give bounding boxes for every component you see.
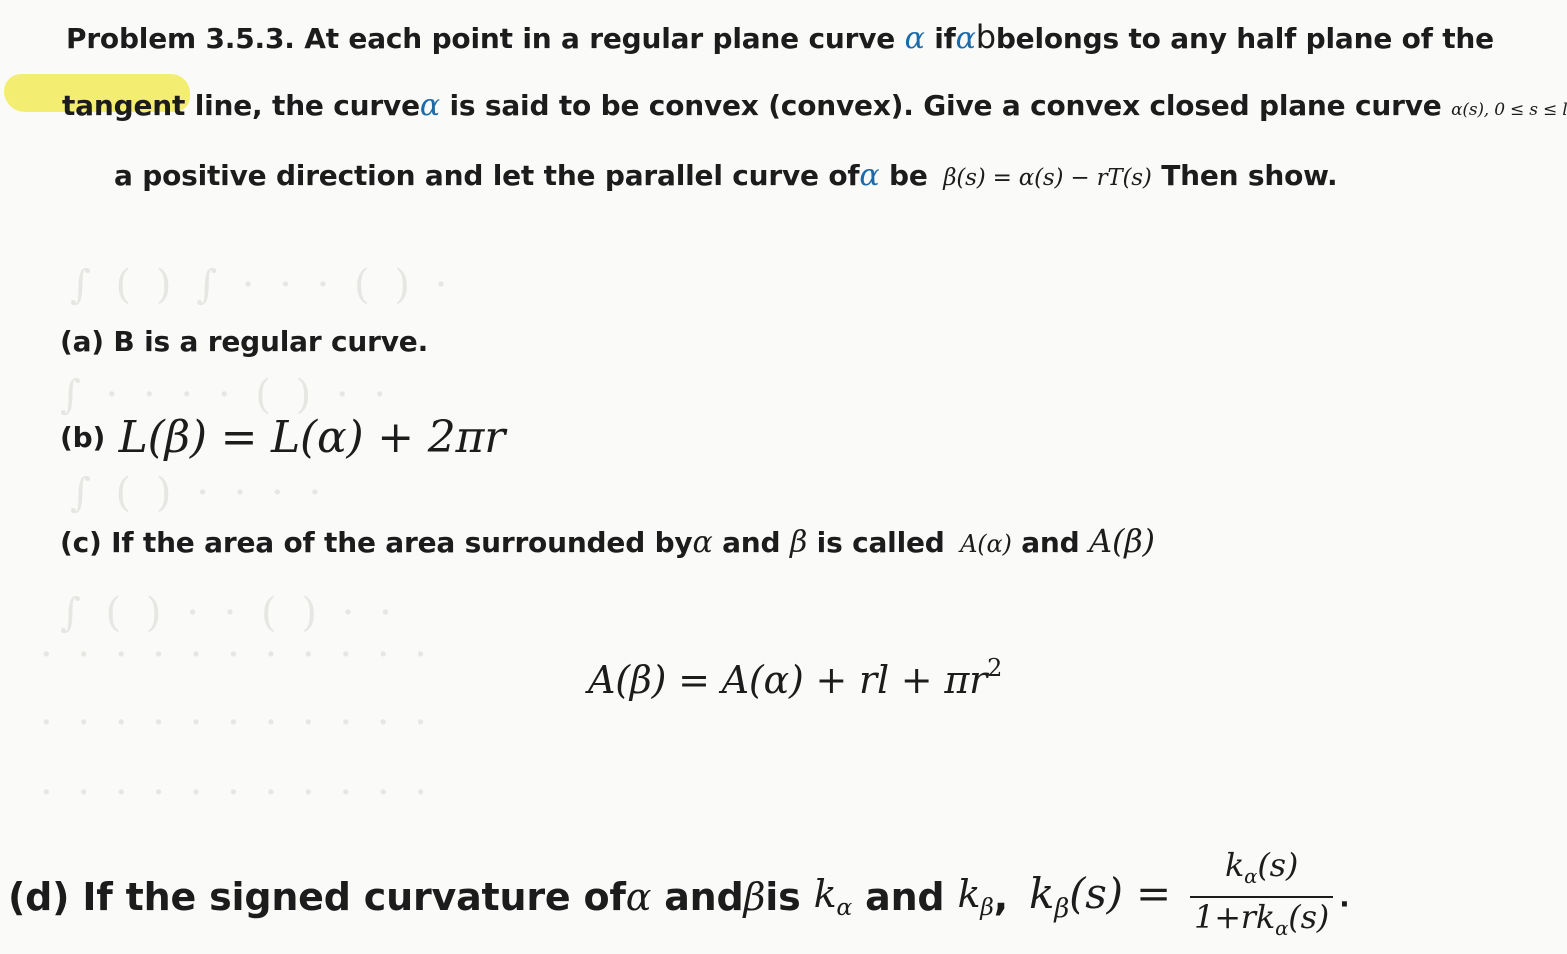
problem-line-3 <box>114 158 1337 193</box>
part-c <box>60 522 1155 560</box>
bleed-through-text: · · · · · · · · · · · <box>40 700 434 746</box>
beta-symbol: β <box>743 874 766 919</box>
part-d-text: (d) If the signed curvature of <box>8 874 626 919</box>
problem-title-text: Problem 3.5.3. At each point in a regular plane curve <box>66 22 896 55</box>
convex-definition-text: is said to be convex (convex). Give a convex closed plane curve <box>449 89 1442 122</box>
k-letter: k <box>1224 846 1245 884</box>
numerator-argument: (s) <box>1257 846 1299 884</box>
and-word: and <box>1021 526 1080 559</box>
bleed-through-text: ∫ ( ) ∫ · · · ( ) · <box>70 262 454 308</box>
area-formula-exponent: 2 <box>987 654 1003 682</box>
and-word: and <box>722 526 781 559</box>
alpha-symbol: α <box>625 874 652 919</box>
period: . <box>1339 880 1350 914</box>
curve-parameter-range: α(s), 0 ≤ s ≤ l <box>1451 100 1567 120</box>
alpha-symbol: α <box>904 21 925 56</box>
problem-line-1-tail: belongs to any half plane of the <box>995 22 1494 55</box>
part-a-text: (a) B is a regular curve. <box>60 325 429 358</box>
if-word: if <box>934 22 956 55</box>
be-word: be <box>889 159 928 192</box>
k-letter: k <box>813 872 837 917</box>
positive-direction-text: a positive direction and let the parallel curve of <box>114 159 860 192</box>
alpha-subscript: α <box>836 893 853 922</box>
beta-subscript: β <box>1054 894 1070 925</box>
and-word: and <box>865 874 945 919</box>
k-beta <box>957 872 994 922</box>
bleed-through-text: ∫ · · · · ( ) · · <box>60 372 393 418</box>
length-formula: L(β) = L(α) + 2πr <box>118 412 506 463</box>
bleed-through-text: ∫ ( ) · · · · <box>70 470 328 516</box>
tangent-line-text: tangent line, the curve <box>62 89 420 122</box>
area-formula-text: A(β) = A(α) + rl + πr <box>588 657 988 702</box>
is-word: is <box>765 874 801 919</box>
part-d <box>8 846 1350 948</box>
is-called-text: is called <box>816 526 945 559</box>
then-show-text: Then show. <box>1161 159 1338 192</box>
beta-symbol: β <box>789 525 808 560</box>
part-b-label: (b) <box>60 421 106 454</box>
curvature-fraction <box>1190 846 1333 948</box>
comma: , <box>993 874 1008 919</box>
bleed-through-text: · · · · · · · · · · · <box>40 770 434 816</box>
area-formula <box>588 654 1002 702</box>
denominator-argument: (s) <box>1288 897 1330 936</box>
area-beta: A(β) <box>1089 522 1155 560</box>
and-word: and <box>664 874 744 919</box>
denominator-prefix: 1+rk <box>1194 897 1276 936</box>
k-alpha <box>813 872 853 922</box>
problem-line-1 <box>66 18 1494 56</box>
curvature-lhs <box>1029 869 1171 925</box>
fraction-denominator <box>1190 898 1333 948</box>
problem-line-2 <box>62 88 1567 123</box>
lhs-argument-equals: (s) = <box>1069 869 1171 919</box>
part-b <box>60 412 505 463</box>
beta-subscript: β <box>980 893 994 922</box>
alpha-symbol: α <box>955 21 976 56</box>
alpha-symbol: α <box>692 525 713 560</box>
bleed-through-text: · · · · · · · · · · · <box>40 632 434 678</box>
alpha-subscript: α <box>1244 864 1258 888</box>
k-letter: k <box>1029 869 1055 919</box>
fraction-numerator <box>1190 846 1333 898</box>
part-a <box>60 325 428 358</box>
parallel-curve-formula: β(s) = α(s) − rT(s) <box>943 165 1152 191</box>
k-letter: k <box>957 872 981 917</box>
part-c-text: (c) If the area of the area surrounded by <box>60 526 693 559</box>
area-alpha: A(α) <box>960 530 1012 558</box>
alpha-symbol: α <box>419 88 440 123</box>
b-letter: b <box>975 18 996 56</box>
alpha-symbol: α <box>859 158 880 193</box>
alpha-subscript: α <box>1275 916 1289 940</box>
bleed-through-text: ∫ ( ) · · ( ) · · <box>60 590 398 636</box>
